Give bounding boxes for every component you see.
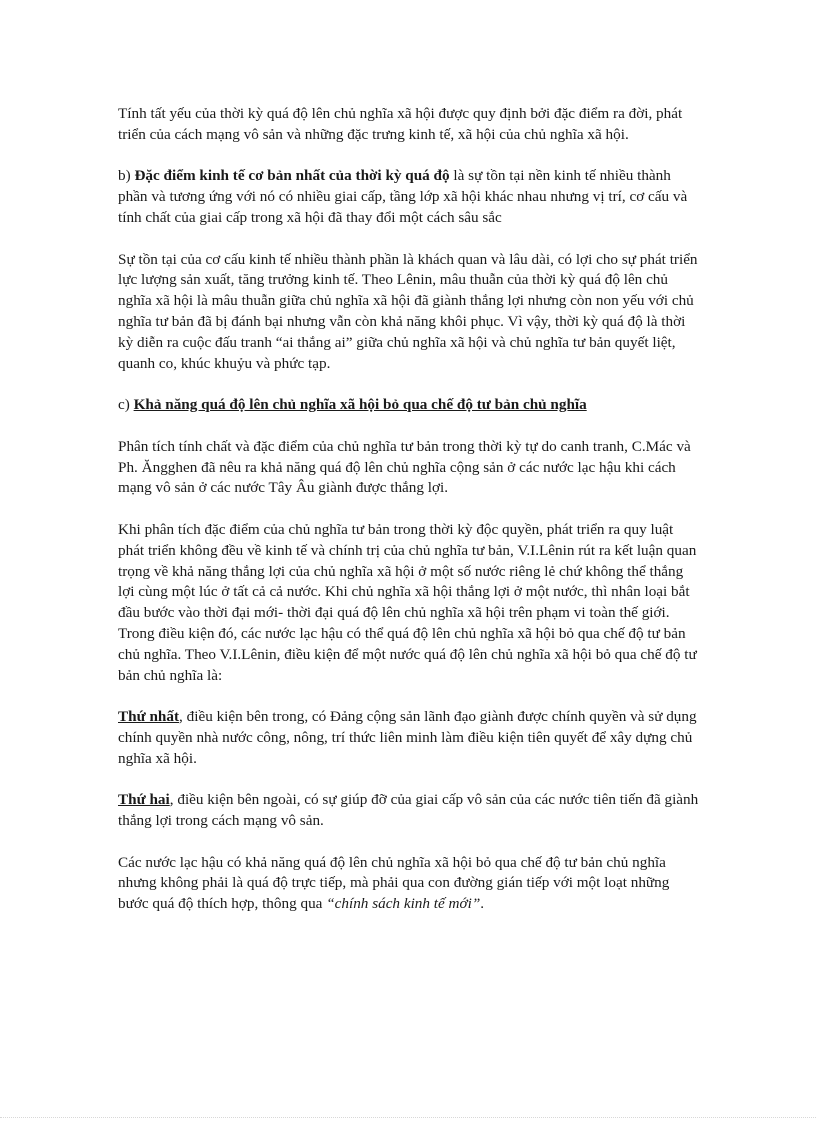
section-heading-text: Khả năng quá độ lên chủ nghĩa xã hội bỏ qua chế độ tư bản chủ nghĩa bbox=[133, 396, 587, 414]
paragraph-text: là sự tồn tại nền kinh tế nhiều thành phần và tương ứng với nó có nhiều giai cấp, tầng lớp xã hội khác nhau nhưng vị trí, cơ cấu và tính chất của giai cấp trong xã hội đã thay đổi một cách sâu sắc bbox=[118, 167, 688, 226]
paragraph-multi-sector bbox=[118, 250, 700, 375]
italic-phrase: “chính sách kinh tế mới” bbox=[326, 895, 481, 913]
paragraph-indirect-path bbox=[118, 853, 700, 915]
list-marker-b: b) bbox=[118, 167, 135, 185]
paragraph-marx-engels bbox=[118, 437, 700, 499]
paragraph-text: Sự tồn tại của cơ cấu kinh tế nhiều thành phần là khách quan và lâu dài, có lợi cho sự phát triển lực lượng sản xuất, tăng trưởng kinh tế. Theo Lênin, mâu thuẫn của thời kỳ quá độ lên chủ nghĩa xã hội là mâu thuẫn giữa chủ nghĩa xã hội đã giành thắng lợi nhưng còn non yếu với chủ nghĩa tư bản đã bị đánh bại nhưng vẫn còn khả năng khôi phục. Vì vậy, thời kỳ quá độ là thời kỳ diễn ra cuộc đấu tranh “ai thắng ai” giữa chủ nghĩa xã hội và chủ nghĩa tư bản quyết liệt, quanh co, khúc khuỷu và phức tạp. bbox=[118, 250, 698, 372]
paragraph-text: , điều kiện bên trong, có Đảng cộng sản lãnh đạo giành được chính quyền và sử dụng chính quyền nhà nước công, nông, trí thức liên minh làm điều kiện tiên quyết để xây dựng chủ nghĩa xã hội. bbox=[118, 708, 697, 767]
page-bottom-divider bbox=[0, 1117, 816, 1118]
paragraph-condition-second bbox=[118, 790, 700, 832]
paragraph-text: , điều kiện bên ngoài, có sự giúp đỡ của giai cấp vô sản của các nước tiên tiến đã giành thắng lợi trong cách mạng vô sản. bbox=[118, 791, 699, 830]
bold-underlined-phrase: Thứ hai bbox=[118, 791, 170, 809]
section-heading-c bbox=[118, 395, 700, 416]
paragraph-text: Tính tất yếu của thời kỳ quá độ lên chủ nghĩa xã hội được quy định bởi đặc điểm ra đời, phát triển của cách mạng vô sản và những đặc trưng kinh tế, xã hội của chủ nghĩa xã hội. bbox=[118, 105, 683, 143]
paragraph-condition-first bbox=[118, 707, 700, 769]
paragraph-text: Khi phân tích đặc điểm của chủ nghĩa tư bản trong thời kỳ độc quyền, phát triển ra quy luật phát triển không đều về kinh tế và chính trị của chủ nghĩa tư bản, V.I.Lênin rút ra kết luận quan trọng về khả năng thắng lợi của chủ nghĩa xã hội ở một số nước riêng lẻ chứ không thể thắng lợi cùng một lúc ở tất cả cả nước. Khi chủ nghĩa xã hội thắng lợi ở một nước, thì nhân loại bắt đầu bước vào thời đại mới- thời đại quá độ lên chủ nghĩa xã hội trên phạm vi toàn thế giới. Trong điều kiện đó, các nước lạc hậu có thể quá độ lên chủ nghĩa xã hội bỏ qua chế độ tư bản chủ nghĩa. Theo V.I.Lênin, điều kiện để một nước quá độ lên chủ nghĩa xã hội bỏ qua chế độ tư bản chủ nghĩa là: bbox=[118, 520, 697, 684]
document-body bbox=[118, 104, 700, 936]
bold-phrase: Đặc điểm kinh tế cơ bản nhất của thời kỳ quá độ bbox=[134, 167, 450, 185]
list-marker-c: c) bbox=[118, 396, 134, 414]
paragraph-text: Phân tích tính chất và đặc điểm của chủ nghĩa tư bản trong thời kỳ tự do canh tranh, C.Mác và Ph. Ăngghen đã nêu ra khả năng quá độ lên chủ nghĩa cộng sản ở các nước lạc hậu khi cách mạng vô sản ở các nước Tây Âu giành được thắng lợi. bbox=[118, 437, 691, 497]
paragraph-text-end: . bbox=[480, 895, 485, 913]
paragraph-lenin-analysis bbox=[118, 520, 700, 686]
paragraph-text: Các nước lạc hậu có khả năng quá độ lên chủ nghĩa xã hội bỏ qua chế độ tư bản chủ nghĩa nhưng không phải là quá độ trực tiếp, mà phải qua con đường gián tiếp với một loạt những bước quá độ thích hợp, thông qua bbox=[118, 853, 670, 913]
bold-underlined-phrase: Thứ nhất bbox=[118, 708, 180, 726]
paragraph-economic-feature bbox=[118, 166, 700, 228]
paragraph-necessity bbox=[118, 104, 700, 146]
